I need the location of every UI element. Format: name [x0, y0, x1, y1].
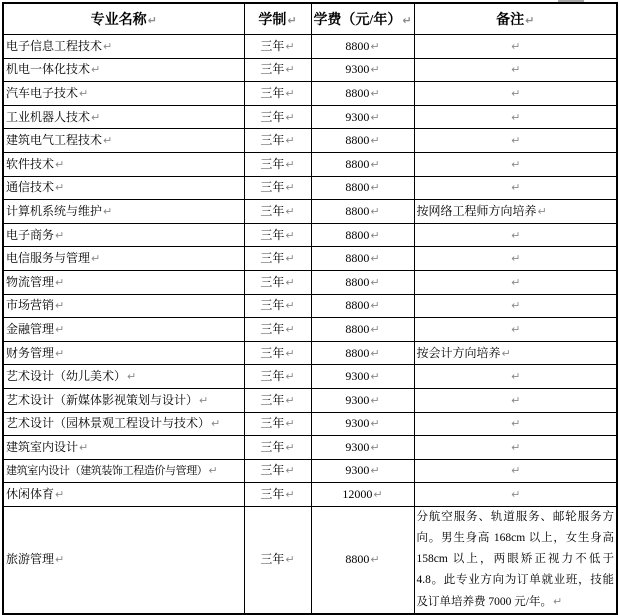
paragraph-mark-icon: ↵ — [55, 299, 65, 313]
paragraph-mark-icon: ↵ — [511, 86, 521, 100]
years-text: 三年 — [260, 392, 285, 407]
table-row — [3, 318, 617, 342]
fee-cell — [311, 58, 414, 82]
paragraph-mark-icon: ↵ — [370, 393, 380, 407]
fee-cell — [311, 200, 414, 224]
major-cell — [3, 223, 244, 247]
paragraph-mark-icon: ↵ — [55, 275, 65, 289]
remark-text: 按网络工程师方向培养 — [416, 203, 537, 218]
paragraph-mark-icon: ↵ — [79, 440, 89, 454]
fee-text: 9300 — [345, 62, 370, 77]
major-text: 市场营销 — [6, 298, 55, 313]
paragraph-mark-icon: ↵ — [370, 370, 380, 384]
fee-cell — [311, 412, 414, 436]
paragraph-mark-icon: ↵ — [370, 157, 380, 171]
major-cell — [3, 341, 244, 365]
paragraph-mark-icon: ↵ — [370, 322, 380, 336]
paragraph-mark-icon: ↵ — [91, 252, 101, 266]
years-cell — [244, 341, 311, 365]
major-cell — [3, 82, 244, 106]
fee-text: 8800 — [345, 180, 370, 195]
fee-cell — [311, 152, 414, 176]
paragraph-mark-icon: ↵ — [511, 181, 521, 195]
paragraph-mark-icon: ↵ — [511, 228, 521, 242]
fee-cell — [311, 436, 414, 460]
paragraph-mark-icon: ↵ — [79, 86, 89, 100]
fee-text: 9300 — [345, 416, 370, 431]
years-text: 三年 — [260, 552, 285, 567]
fee-text: 9300 — [345, 369, 370, 384]
paragraph-mark-icon: ↵ — [511, 252, 521, 266]
remark-cell — [414, 341, 617, 365]
major-text: 汽车电子技术 — [6, 85, 79, 100]
remark-cell — [414, 58, 617, 82]
years-cell — [244, 412, 311, 436]
years-text: 三年 — [260, 133, 285, 148]
paragraph-mark-icon: ↵ — [402, 14, 412, 27]
remark-cell — [414, 105, 617, 129]
years-text: 三年 — [260, 345, 285, 360]
paragraph-mark-icon: ↵ — [511, 299, 521, 313]
major-text: 旅游管理 — [6, 552, 55, 567]
paragraph-mark-icon: ↵ — [370, 228, 380, 242]
table-row — [3, 341, 617, 365]
remark-cell — [414, 318, 617, 342]
major-cell — [3, 412, 244, 436]
paragraph-mark-icon: ↵ — [285, 134, 295, 148]
major-cell — [3, 35, 244, 59]
paragraph-mark-icon: ↵ — [285, 417, 295, 431]
fee-cell — [311, 223, 414, 247]
paragraph-mark-icon: ↵ — [552, 594, 563, 608]
years-text: 三年 — [260, 251, 285, 266]
table-row — [3, 459, 617, 483]
fee-cell — [311, 506, 414, 614]
paragraph-mark-icon: ↵ — [370, 346, 380, 360]
paragraph-mark-icon: ↵ — [511, 464, 521, 478]
fee-text: 8800 — [345, 85, 370, 100]
years-cell — [244, 35, 311, 59]
remark-cell — [414, 506, 617, 614]
major-text: 休闲体育 — [6, 487, 55, 502]
remark-cell — [414, 388, 617, 412]
remark-cell — [414, 459, 617, 483]
paragraph-mark-icon: ↵ — [285, 440, 295, 454]
fee-cell — [311, 247, 414, 271]
years-cell — [244, 152, 311, 176]
table-row — [3, 247, 617, 271]
paragraph-mark-icon: ↵ — [103, 39, 113, 53]
remark-cell — [414, 82, 617, 106]
paragraph-mark-icon: ↵ — [285, 110, 295, 124]
major-cell — [3, 105, 244, 129]
paragraph-mark-icon: ↵ — [55, 553, 65, 567]
major-cell — [3, 506, 244, 614]
major-cell — [3, 318, 244, 342]
fee-text: 8800 — [345, 203, 370, 218]
paragraph-mark-icon: ↵ — [285, 63, 295, 77]
years-cell — [244, 294, 311, 318]
years-text: 三年 — [260, 180, 285, 195]
fee-text: 8800 — [345, 321, 370, 336]
major-text: 艺术设计（新媒体影视策划与设计） — [6, 392, 199, 407]
paragraph-mark-icon: ↵ — [103, 204, 113, 218]
years-cell — [244, 58, 311, 82]
table-row — [3, 223, 617, 247]
table-row — [3, 483, 617, 507]
major-text: 金融管理 — [6, 321, 55, 336]
paragraph-mark-icon: ↵ — [511, 275, 521, 289]
paragraph-mark-icon: ↵ — [370, 275, 380, 289]
fee-cell — [311, 294, 414, 318]
table-row — [3, 412, 617, 436]
years-text: 三年 — [260, 439, 285, 454]
fee-cell — [311, 459, 414, 483]
paragraph-mark-icon: ↵ — [55, 181, 65, 195]
paragraph-mark-icon: ↵ — [55, 488, 65, 502]
fee-cell — [311, 270, 414, 294]
remark-cell — [414, 270, 617, 294]
paragraph-mark-icon: ↵ — [91, 110, 101, 124]
paragraph-mark-icon: ↵ — [370, 110, 380, 124]
paragraph-mark-icon: ↵ — [199, 393, 209, 407]
major-cell — [3, 388, 244, 412]
fee-text: 9300 — [345, 463, 370, 478]
fee-cell — [311, 129, 414, 153]
fee-cell — [311, 388, 414, 412]
fee-text: 9300 — [345, 439, 370, 454]
remark-cell — [414, 412, 617, 436]
remark-cell — [414, 247, 617, 271]
fee-cell — [311, 35, 414, 59]
paragraph-mark-icon: ↵ — [285, 275, 295, 289]
years-text: 三年 — [260, 38, 285, 53]
paragraph-mark-icon: ↵ — [511, 393, 521, 407]
remark-text: 分航空服务、轨道服务、邮轮服务方向。男生身高 168cm 以上，女生身高 158cm 以上，两眼矫正视力不低于 4.8。此专业方向为订单就业班，技能及订单培养费 7000 元/年。 — [416, 510, 614, 608]
years-text: 三年 — [260, 369, 285, 384]
fee-cell — [311, 318, 414, 342]
years-cell — [244, 506, 311, 614]
major-cell — [3, 176, 244, 200]
table-row — [3, 58, 617, 82]
paragraph-mark-icon: ↵ — [511, 488, 521, 502]
paragraph-mark-icon: ↵ — [373, 488, 383, 502]
fee-cell — [311, 105, 414, 129]
major-text: 工业机器人技术 — [6, 109, 91, 124]
remark-cell — [414, 223, 617, 247]
paragraph-mark-icon: ↵ — [511, 39, 521, 53]
paragraph-mark-icon: ↵ — [285, 464, 295, 478]
major-cell — [3, 200, 244, 224]
paragraph-mark-icon: ↵ — [285, 553, 295, 567]
major-text: 建筑室内设计（建筑装饰工程造价与管理） — [6, 464, 208, 477]
major-text: 计算机系统与维护 — [6, 203, 103, 218]
table-row — [3, 176, 617, 200]
paragraph-mark-icon: ↵ — [511, 63, 521, 77]
paragraph-mark-icon: ↵ — [370, 86, 380, 100]
fee-text: 8800 — [345, 274, 370, 289]
major-text: 艺术设计（园林景观工程设计与技术） — [6, 416, 211, 431]
major-text: 物流管理 — [6, 274, 55, 289]
years-cell — [244, 129, 311, 153]
paragraph-mark-icon: ↵ — [370, 134, 380, 148]
col-header-years-label: 学制 — [258, 13, 287, 28]
paragraph-mark-icon: ↵ — [285, 252, 295, 266]
col-header-major — [3, 3, 244, 35]
paragraph-mark-icon: ↵ — [285, 299, 295, 313]
remark-cell — [414, 483, 617, 507]
col-header-remark-label: 备注 — [496, 13, 525, 28]
paragraph-mark-icon: ↵ — [285, 204, 295, 218]
major-cell — [3, 58, 244, 82]
paragraph-mark-icon: ↵ — [370, 204, 380, 218]
fee-text: 9300 — [345, 109, 370, 124]
fee-cell — [311, 365, 414, 389]
fee-text: 9300 — [345, 392, 370, 407]
years-text: 三年 — [260, 487, 285, 502]
paragraph-mark-icon: ↵ — [91, 63, 101, 77]
header-row — [3, 3, 617, 35]
years-cell — [244, 459, 311, 483]
col-header-fee — [311, 3, 414, 35]
years-text: 三年 — [260, 62, 285, 77]
fee-text: 8800 — [345, 251, 370, 266]
years-text: 三年 — [260, 298, 285, 313]
paragraph-mark-icon: ↵ — [511, 322, 521, 336]
fee-text: 8800 — [345, 38, 370, 53]
major-text: 财务管理 — [6, 345, 55, 360]
paragraph-mark-icon: ↵ — [370, 39, 380, 53]
years-cell — [244, 436, 311, 460]
fee-text: 8800 — [345, 345, 370, 360]
major-cell — [3, 483, 244, 507]
paragraph-mark-icon: ↵ — [511, 417, 521, 431]
remark-cell — [414, 365, 617, 389]
table-row — [3, 388, 617, 412]
col-header-remark — [414, 3, 617, 35]
major-cell — [3, 270, 244, 294]
years-text: 三年 — [260, 109, 285, 124]
paragraph-mark-icon: ↵ — [511, 157, 521, 171]
paragraph-mark-icon: ↵ — [285, 39, 295, 53]
years-cell — [244, 247, 311, 271]
table-row — [3, 270, 617, 294]
years-text: 三年 — [260, 156, 285, 171]
table-row — [3, 35, 617, 59]
paragraph-mark-icon: ↵ — [287, 14, 297, 27]
years-text: 三年 — [260, 274, 285, 289]
paragraph-mark-icon: ↵ — [127, 370, 137, 384]
major-text: 软件技术 — [6, 156, 55, 171]
table-row — [3, 105, 617, 129]
remark-cell — [414, 436, 617, 460]
major-cell — [3, 459, 244, 483]
paragraph-mark-icon: ↵ — [285, 370, 295, 384]
paragraph-mark-icon: ↵ — [285, 346, 295, 360]
major-cell — [3, 436, 244, 460]
paragraph-mark-icon: ↵ — [511, 370, 521, 384]
table-row — [3, 294, 617, 318]
fee-cell — [311, 82, 414, 106]
paragraph-mark-icon: ↵ — [511, 440, 521, 454]
fee-cell — [311, 483, 414, 507]
paragraph-mark-icon: ↵ — [370, 440, 380, 454]
table-row — [3, 506, 617, 614]
paragraph-mark-icon: ↵ — [370, 464, 380, 478]
major-text: 通信技术 — [6, 180, 55, 195]
major-cell — [3, 129, 244, 153]
table-row — [3, 82, 617, 106]
paragraph-mark-icon: ↵ — [285, 181, 295, 195]
paragraph-mark-icon: ↵ — [285, 228, 295, 242]
fee-text: 8800 — [345, 227, 370, 242]
paragraph-mark-icon: ↵ — [208, 463, 218, 477]
paragraph-mark-icon: ↵ — [55, 322, 65, 336]
years-text: 三年 — [260, 85, 285, 100]
major-text: 艺术设计（幼儿美术） — [6, 369, 127, 384]
remark-cell — [414, 176, 617, 200]
paragraph-mark-icon: ↵ — [511, 110, 521, 124]
major-text: 机电一体化技术 — [6, 62, 91, 77]
major-cell — [3, 247, 244, 271]
remark-text: 按会计方向培养 — [416, 345, 501, 360]
fee-text: 8800 — [345, 298, 370, 313]
years-cell — [244, 105, 311, 129]
table-row — [3, 436, 617, 460]
major-cell — [3, 294, 244, 318]
major-text: 建筑室内设计 — [6, 439, 79, 454]
years-cell — [244, 388, 311, 412]
paragraph-mark-icon: ↵ — [370, 417, 380, 431]
major-cell — [3, 152, 244, 176]
col-header-years — [244, 3, 311, 35]
col-header-fee-label: 学费（元/年） — [313, 13, 402, 28]
paragraph-mark-icon: ↵ — [370, 299, 380, 313]
paragraph-mark-icon: ↵ — [285, 157, 295, 171]
years-cell — [244, 483, 311, 507]
fee-text: 8800 — [345, 156, 370, 171]
paragraph-mark-icon: ↵ — [55, 228, 65, 242]
paragraph-mark-icon: ↵ — [285, 488, 295, 502]
fee-text: 12000 — [342, 487, 373, 502]
years-cell — [244, 223, 311, 247]
paragraph-mark-icon: ↵ — [285, 86, 295, 100]
years-cell — [244, 365, 311, 389]
fee-text: 8800 — [345, 552, 370, 567]
fee-cell — [311, 176, 414, 200]
remark-cell — [414, 129, 617, 153]
years-text: 三年 — [260, 321, 285, 336]
years-cell — [244, 176, 311, 200]
years-cell — [244, 82, 311, 106]
paragraph-mark-icon: ↵ — [370, 553, 380, 567]
major-text: 电信服务与管理 — [6, 251, 91, 266]
years-cell — [244, 270, 311, 294]
paragraph-mark-icon: ↵ — [370, 63, 380, 77]
years-text: 三年 — [260, 203, 285, 218]
remark-cell — [414, 35, 617, 59]
major-text: 建筑电气工程技术 — [6, 133, 103, 148]
remark-cell — [414, 200, 617, 224]
paragraph-mark-icon: ↵ — [285, 393, 295, 407]
paragraph-mark-icon: ↵ — [537, 204, 547, 218]
paragraph-mark-icon: ↵ — [370, 252, 380, 266]
remark-cell — [414, 152, 617, 176]
col-header-major-label: 专业名称 — [90, 13, 147, 28]
major-text: 电子信息工程技术 — [6, 38, 103, 53]
fee-cell — [311, 341, 414, 365]
paragraph-mark-icon: ↵ — [501, 346, 511, 360]
paragraph-mark-icon: ↵ — [285, 322, 295, 336]
paragraph-mark-icon: ↵ — [55, 346, 65, 360]
major-text: 电子商务 — [6, 227, 55, 242]
paragraph-mark-icon: ↵ — [511, 134, 521, 148]
years-cell — [244, 318, 311, 342]
table-row — [3, 365, 617, 389]
table-row — [3, 200, 617, 224]
paragraph-mark-icon: ↵ — [103, 134, 113, 148]
paragraph-mark-icon: ↵ — [370, 181, 380, 195]
years-text: 三年 — [260, 416, 285, 431]
table-row — [3, 152, 617, 176]
years-text: 三年 — [260, 463, 285, 478]
table-row — [3, 129, 617, 153]
paragraph-mark-icon: ↵ — [147, 14, 157, 27]
paragraph-mark-icon: ↵ — [55, 157, 65, 171]
fee-text: 8800 — [345, 133, 370, 148]
years-text: 三年 — [260, 227, 285, 242]
paragraph-mark-icon: ↵ — [525, 14, 535, 27]
paragraph-mark-icon: ↵ — [211, 417, 221, 431]
years-cell — [244, 200, 311, 224]
major-cell — [3, 365, 244, 389]
tuition-table — [2, 2, 618, 615]
remark-cell — [414, 294, 617, 318]
